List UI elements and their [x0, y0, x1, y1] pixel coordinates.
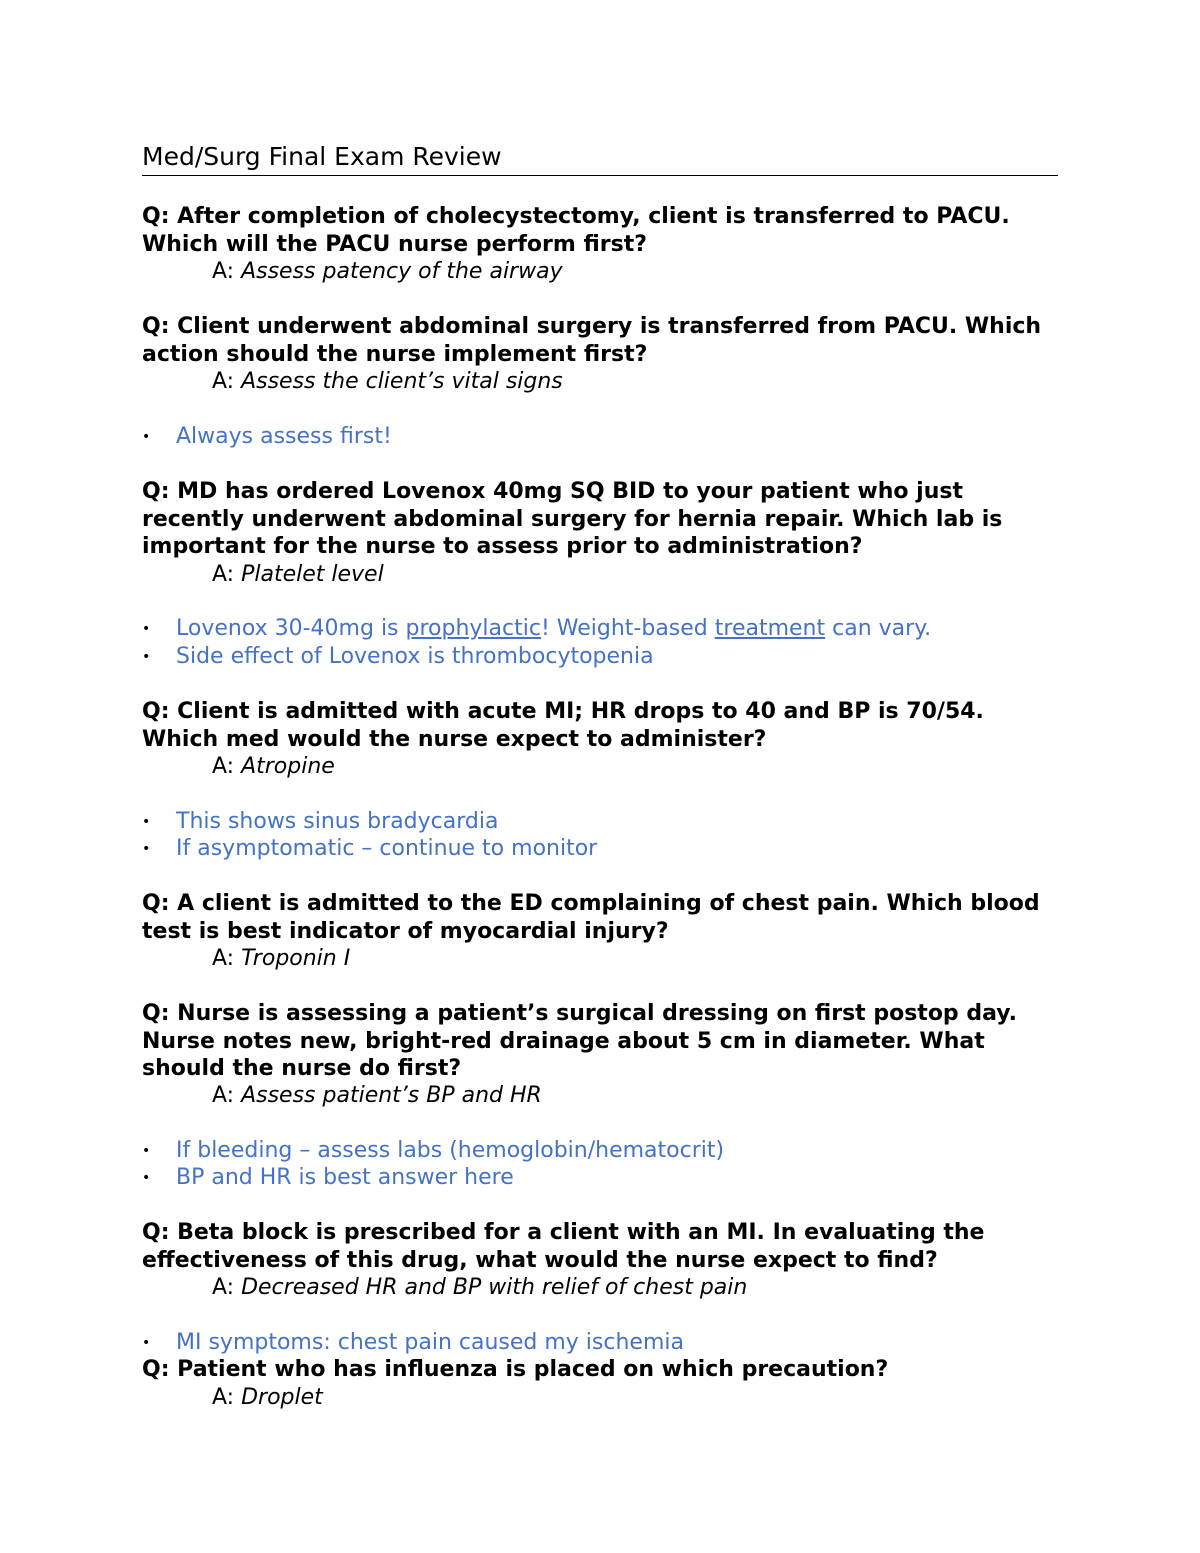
note-text: If bleeding – assess labs (hemoglobin/hematocrit) — [176, 1138, 725, 1163]
answer-4 — [212, 753, 335, 781]
answer-text: Droplet — [241, 1385, 323, 1410]
note-text: This shows sinus bradycardia — [176, 809, 499, 834]
note-text: Side effect of Lovenox is thrombocytopenia — [176, 644, 654, 669]
note-text: Always assess first! — [176, 424, 392, 449]
note-bullet — [142, 1137, 724, 1166]
prophylactic-link[interactable]: prophylactic — [405, 616, 541, 641]
answer-prefix: A: — [212, 259, 235, 284]
question-2: Q: Client underwent abdominal surgery is transferred from PACU. Which action should the nurse implement first? — [142, 314, 1042, 367]
note-text-part: ! Weight-based — [540, 616, 715, 641]
note-bullet — [142, 835, 597, 864]
answer-1 — [212, 258, 563, 286]
note-bullet — [142, 643, 654, 672]
answer-text: Atropine — [241, 754, 335, 779]
question-7: Q: Beta block is prescribed for a client with an MI. In evaluating the effectiveness of this drug, what would the nurse expect to find? — [142, 1220, 985, 1273]
answer-5 — [212, 945, 350, 973]
bullet-icon: • — [142, 1170, 151, 1186]
note-bullet — [142, 615, 931, 644]
answer-prefix: A: — [212, 1385, 235, 1410]
answer-7 — [212, 1274, 747, 1302]
answer-prefix: A: — [212, 1275, 235, 1300]
note-text-part: can vary. — [825, 616, 932, 641]
bullet-icon: • — [142, 649, 151, 665]
note-text: MI symptoms: chest pain caused my ischemia — [176, 1330, 684, 1355]
bullet-icon: • — [142, 814, 151, 830]
document-title: Med/Surg Final Exam Review — [142, 140, 1058, 176]
answer-prefix: A: — [212, 1083, 235, 1108]
answer-6 — [212, 1082, 542, 1110]
note-text: BP and HR is best answer here — [176, 1165, 514, 1190]
note-bullet — [142, 1329, 684, 1358]
treatment-link[interactable]: treatment — [714, 616, 826, 641]
question-4: Q: Client is admitted with acute MI; HR drops to 40 and BP is 70/54. Which med would the nurse expect to administer? — [142, 699, 984, 752]
answer-text: Assess patient’s BP and HR — [241, 1083, 542, 1108]
question-3: Q: MD has ordered Lovenox 40mg SQ BID to your patient who just recently underwent abdominal surgery for hernia repair. Which lab is important for the nurse to assess prior to administration? — [142, 479, 1003, 559]
question-1: Q: After completion of cholecystectomy, client is transferred to PACU. Which will the PACU nurse perform first? — [142, 204, 1010, 257]
note-bullet — [142, 1164, 514, 1193]
answer-text: Troponin I — [241, 946, 351, 971]
bullet-icon: • — [142, 841, 151, 857]
answer-prefix: A: — [212, 369, 235, 394]
bullet-icon: • — [142, 1335, 151, 1351]
bullet-icon: • — [142, 1143, 151, 1159]
answer-text: Platelet level — [241, 562, 384, 587]
question-5: Q: A client is admitted to the ED complaining of chest pain. Which blood test is best indicator of myocardial injury? — [142, 891, 1040, 944]
bullet-icon: • — [142, 429, 151, 445]
note-bullet — [142, 808, 498, 837]
answer-prefix: A: — [212, 562, 235, 587]
answer-3 — [212, 561, 384, 589]
bullet-icon: • — [142, 621, 151, 637]
answer-2 — [212, 368, 563, 396]
question-8: Q: Patient who has influenza is placed on which precaution? — [142, 1357, 889, 1382]
answer-8 — [212, 1384, 323, 1412]
question-6: Q: Nurse is assessing a patient’s surgical dressing on first postop day. Nurse notes new, bright-red drainage about 5 cm in diameter. What should the nurse do first? — [142, 1001, 1017, 1081]
note-text-part: Lovenox 30-40mg is — [176, 616, 406, 641]
answer-text: Decreased HR and BP with relief of chest pain — [241, 1275, 748, 1300]
answer-prefix: A: — [212, 946, 235, 971]
answer-text: Assess patency of the airway — [241, 259, 563, 284]
answer-text: Assess the client’s vital signs — [241, 369, 563, 394]
note-bullet — [142, 423, 392, 452]
note-text: If asymptomatic – continue to monitor — [176, 836, 598, 861]
answer-prefix: A: — [212, 754, 235, 779]
